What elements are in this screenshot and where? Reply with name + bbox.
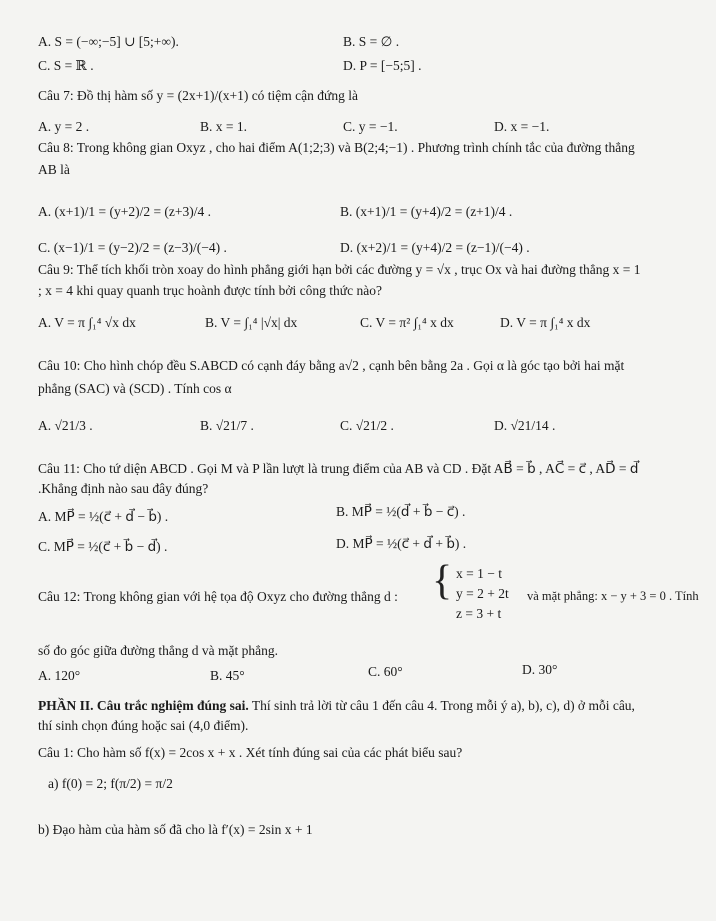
q9-option-d: D. V = π ∫₁⁴ x dx bbox=[500, 315, 591, 330]
q12-stem: Câu 12: Trong không gian với hệ tọa độ Oxyz cho đường thẳng d : bbox=[38, 589, 398, 604]
q11-option-b: B. MP⃗ = ½(d⃗ + b⃗ − c⃗) . bbox=[336, 504, 466, 519]
q7-option-a: A. y = 2 . bbox=[38, 119, 90, 134]
q7-option-c: C. y = −1. bbox=[343, 119, 398, 134]
q10-stem: Câu 10: Cho hình chóp đều S.ABCD có cạnh đáy bằng a√2 , cạnh bên bằng 2a . Gọi α là góc tạo bởi hai mặt bbox=[38, 358, 625, 373]
q10-option-b: B. √21/7 . bbox=[200, 418, 254, 433]
part2-statement-a: a) f(0) = 2; f(π/2) = π/2 bbox=[48, 776, 173, 791]
q7-option-d: D. x = −1. bbox=[494, 119, 550, 134]
q9-option-a: A. V = π ∫₁⁴ √x dx bbox=[38, 315, 136, 330]
part2-heading bbox=[38, 698, 635, 714]
part2-title-tail: Thí sinh trả lời từ câu 1 đến câu 4. Trong mỗi ý a), b), c), d) ở mỗi câu, bbox=[248, 698, 635, 713]
q7-stem: Câu 7: Đồ thị hàm số y = (2x+1)/(x+1) có tiệm cận đứng là bbox=[38, 88, 358, 103]
q12-option-c: C. 60° bbox=[368, 664, 403, 679]
q11-option-c: C. MP⃗ = ½(c⃗ + b⃗ − d⃗) . bbox=[38, 539, 168, 554]
q8-option-d: D. (x+2)/1 = (y+4)/2 = (z−1)/(−4) . bbox=[340, 240, 530, 255]
q10-option-d: D. √21/14 . bbox=[494, 418, 556, 433]
q8-stem: Câu 8: Trong không gian Oxyz , cho hai điểm A(1;2;3) và B(2;4;−1) . Phương trình chính tắc của đường thẳng bbox=[38, 140, 635, 155]
q11-stem: Câu 11: Cho tứ diện ABCD . Gọi M và P lần lượt là trung điểm của AB và CD . Đặt AB⃗ = b⃗ , AC⃗ = c⃗ , AD⃗ = d⃗ bbox=[38, 461, 639, 476]
part2-question-1: Câu 1: Cho hàm số f(x) = 2cos x + x . Xét tính đúng sai của các phát biểu sau? bbox=[38, 745, 463, 760]
q10-stem-2: phẳng (SAC) và (SCD) . Tính cos α bbox=[38, 381, 232, 396]
q12-brace: { bbox=[432, 558, 453, 604]
q9-stem: Câu 9: Thể tích khối tròn xoay do hình phẳng giới hạn bởi các đường y = √x , trục Ox và hai đường thẳng x = 1 bbox=[38, 262, 641, 277]
q8-stem-2: AB là bbox=[38, 162, 70, 177]
q9-option-b: B. V = ∫₁⁴ |√x| dx bbox=[205, 315, 298, 330]
q10-option-a: A. √21/3 . bbox=[38, 418, 93, 433]
q11-stem-2: .Khẳng định nào sau đây đúng? bbox=[38, 481, 209, 496]
part2-title: PHẦN II. Câu trắc nghiệm đúng sai. bbox=[38, 698, 249, 713]
q9-option-c: C. V = π² ∫₁⁴ x dx bbox=[360, 315, 454, 330]
q12-stem-2: số đo góc giữa đường thẳng d và mặt phẳng. bbox=[38, 643, 278, 658]
q12-option-a: A. 120° bbox=[38, 668, 81, 683]
q11-option-a: A. MP⃗ = ½(c⃗ + d⃗ − b⃗) . bbox=[38, 509, 169, 524]
q7-option-b: B. x = 1. bbox=[200, 119, 247, 134]
q12-option-d: D. 30° bbox=[522, 662, 558, 677]
q8-option-b: B. (x+1)/1 = (y+4)/2 = (z+1)/4 . bbox=[340, 204, 513, 219]
q10-option-c: C. √21/2 . bbox=[340, 418, 394, 433]
prev-option-d: D. P = [−5;5] . bbox=[343, 58, 422, 73]
q12-stem-tail: và mặt phẳng: x − y + 3 = 0 . Tính bbox=[527, 589, 699, 603]
q11-option-d: D. MP⃗ = ½(c⃗ + d⃗ + b⃗) . bbox=[336, 536, 467, 551]
q8-option-c: C. (x−1)/1 = (y−2)/2 = (z−3)/(−4) . bbox=[38, 240, 227, 255]
part2-statement-b: b) Đạo hàm của hàm số đã cho là f′(x) = 2sin x + 1 bbox=[38, 822, 313, 837]
q8-option-a: A. (x+1)/1 = (y+2)/2 = (z+3)/4 . bbox=[38, 204, 212, 219]
q9-stem-2: ; x = 4 khi quay quanh trục hoành được tính bởi công thức nào? bbox=[38, 283, 382, 298]
prev-option-c: C. S = ℝ . bbox=[38, 58, 94, 73]
prev-option-a: A. S = (−∞;−5] ∪ [5;+∞). bbox=[38, 34, 179, 49]
q12-system-x: x = 1 − t bbox=[456, 566, 502, 581]
q12-option-b: B. 45° bbox=[210, 668, 245, 683]
q12-system-y: y = 2 + 2t bbox=[456, 586, 509, 601]
part2-line-2: thí sinh chọn đúng hoặc sai (4,0 điểm). bbox=[38, 718, 249, 733]
q12-system-z: z = 3 + t bbox=[456, 606, 502, 621]
prev-option-b: B. S = ∅ . bbox=[343, 34, 400, 49]
